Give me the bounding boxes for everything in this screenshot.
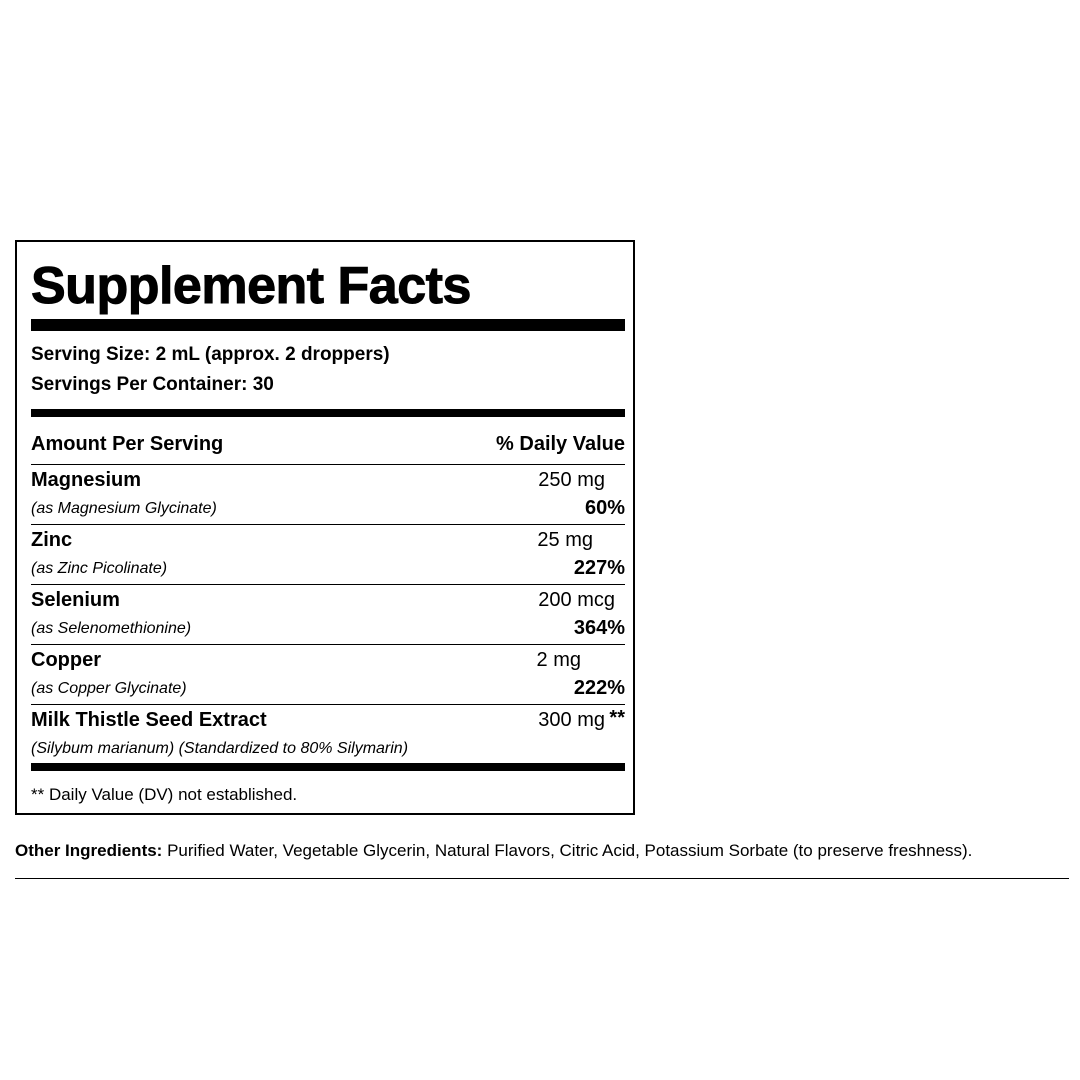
nutrient-row	[31, 586, 625, 646]
nutrient-name: Selenium	[31, 589, 120, 611]
nutrient-name: Copper	[31, 649, 101, 671]
nutrient-amount: 200 mcg	[538, 589, 615, 611]
nutrient-name: Zinc	[31, 529, 73, 551]
nutrient-row	[31, 466, 625, 526]
divider-thick	[31, 319, 625, 331]
nutrient-name: Milk Thistle Seed Extract	[31, 709, 267, 731]
other-ingredients-label: Other Ingredients:	[15, 841, 163, 860]
nutrient-form: (as Copper Glycinate)	[31, 680, 187, 697]
divider-thin	[31, 644, 625, 645]
nutrient-row	[31, 706, 625, 766]
nutrient-daily-value: **	[609, 707, 625, 729]
divider-thin	[31, 704, 625, 705]
nutrient-amount: 250 mg	[538, 469, 605, 491]
nutrient-daily-value: 227%	[573, 557, 625, 579]
nutrient-amount: 2 mg	[536, 649, 581, 671]
nutrient-daily-value: 364%	[573, 617, 625, 639]
supplement-facts-panel	[15, 240, 635, 815]
nutrient-row	[31, 526, 625, 586]
bottom-rule	[15, 878, 1069, 879]
other-ingredients	[15, 840, 972, 862]
divider-thin	[31, 524, 625, 525]
divider-thin	[31, 584, 625, 585]
nutrient-form: (as Selenomethionine)	[31, 620, 192, 637]
footnote: ** Daily Value (DV) not established.	[31, 785, 298, 804]
divider-medium	[31, 763, 625, 771]
nutrient-daily-value: 60%	[584, 497, 625, 519]
serving-size: Serving Size: 2 mL (approx. 2 droppers)	[31, 344, 390, 365]
divider-thin	[31, 464, 625, 465]
daily-value-header: % Daily Value	[496, 433, 625, 455]
nutrient-amount: 25 mg	[537, 529, 593, 551]
nutrient-daily-value: 222%	[573, 677, 625, 699]
nutrient-form: (Silybum marianum) (Standardized to 80% Silymarin)	[31, 740, 409, 757]
facts-title: Supplement Facts	[31, 257, 471, 315]
divider-medium	[31, 409, 625, 417]
nutrient-name: Magnesium	[31, 469, 142, 491]
nutrient-amount: 300 mg	[538, 709, 605, 731]
nutrient-form: (as Zinc Picolinate)	[31, 560, 168, 577]
nutrient-row	[31, 646, 625, 706]
amount-per-serving-header: Amount Per Serving	[31, 433, 224, 455]
nutrient-form: (as Magnesium Glycinate)	[31, 500, 217, 517]
servings-per-container: Servings Per Container: 30	[31, 374, 274, 395]
other-ingredients-text: Purified Water, Vegetable Glycerin, Natural Flavors, Citric Acid, Potassium Sorbate (to preserve freshness).	[167, 841, 973, 860]
